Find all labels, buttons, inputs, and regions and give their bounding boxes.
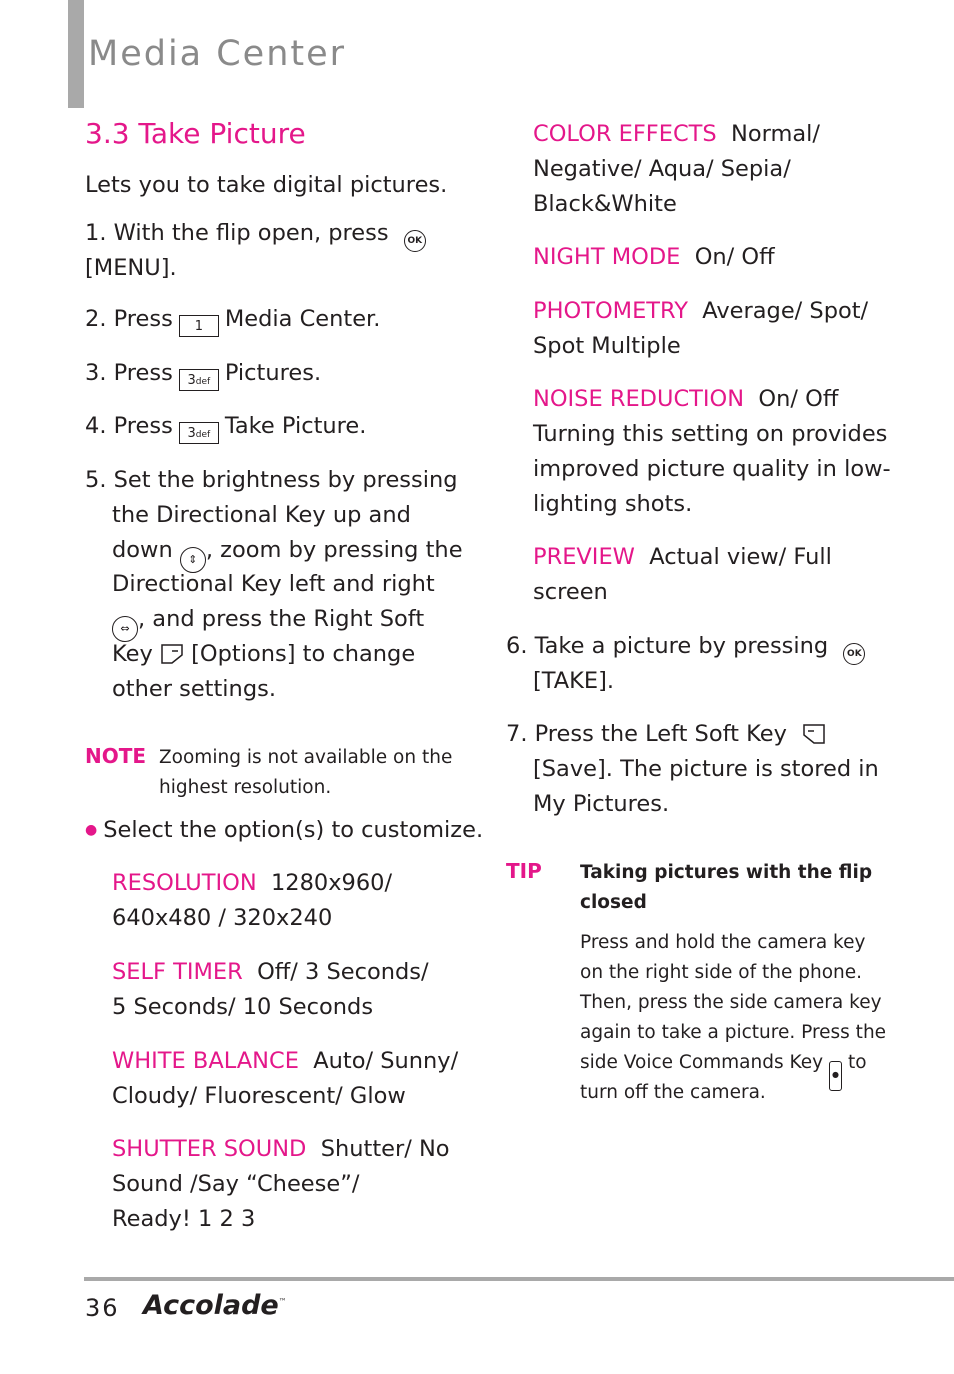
page-number: 36	[85, 1294, 120, 1322]
option-photometry: PHOTOMETRY Average/ Spot/	[533, 298, 869, 324]
right-soft-key-icon	[160, 643, 184, 665]
option-preview: PREVIEW Actual view/ Full	[533, 544, 832, 570]
tip-body-2: on the right side of the phone.	[580, 962, 863, 983]
step-7-save: [Save]. The picture is stored in	[533, 756, 879, 782]
header-bar	[68, 0, 84, 108]
tip-body-3: Then, press the side camera key	[580, 992, 882, 1013]
step-5-line-3: down ⇕ , zoom by pressing the	[112, 533, 463, 573]
option-self-timer: SELF TIMER Off/ 3 Seconds/	[112, 959, 429, 985]
option-night-mode: NIGHT MODE On/ Off	[533, 244, 775, 270]
tip-heading-2: closed	[580, 892, 647, 913]
step-5-line-1: 5. Set the brightness by pressing	[85, 467, 458, 493]
intro-text: Lets you to take digital pictures.	[85, 172, 448, 198]
option-color-effects-values-2: Black&White	[533, 191, 677, 217]
left-soft-key-icon	[802, 723, 826, 745]
tip-body-1: Press and hold the camera key	[580, 932, 866, 953]
option-resolution: RESOLUTION 1280x960/	[112, 870, 393, 896]
voice-commands-key-icon: ●	[829, 1061, 842, 1091]
bullet-item: ● Select the option(s) to customize.	[85, 817, 484, 843]
option-white-balance-values: Cloudy/ Fluorescent/ Glow	[112, 1083, 406, 1109]
option-color-effects: COLOR EFFECTS Normal/	[533, 121, 821, 147]
option-color-effects-values-1: Negative/ Aqua/ Sepia/	[533, 156, 791, 182]
section-title: 3.3 Take Picture	[85, 117, 306, 150]
note-line-2: highest resolution.	[159, 777, 332, 798]
key-3-icon: 3def	[179, 422, 219, 444]
step-5-line-4: Directional Key left and right	[112, 571, 435, 597]
key-3-icon: 3def	[179, 369, 219, 391]
page-title: Media Center	[88, 34, 347, 74]
note-line-1: Zooming is not available on the	[159, 747, 453, 768]
step-7-my-pictures: My Pictures.	[533, 791, 670, 817]
option-self-timer-values: 5 Seconds/ 10 Seconds	[112, 994, 374, 1020]
option-noise-reduction: NOISE REDUCTION On/ Off	[533, 386, 839, 412]
step-1: 1. With the flip open, press OK	[85, 216, 426, 252]
bullet-icon: ●	[85, 822, 98, 838]
step-3: 3. Press 3def Pictures.	[85, 356, 321, 391]
directional-left-right-icon: ⇔	[112, 616, 138, 642]
step-6: 6. Take a picture by pressing OK	[506, 629, 865, 665]
option-noise-reduction-desc-3: lighting shots.	[533, 491, 693, 517]
brand-logo: Accolade™	[143, 1290, 287, 1321]
option-noise-reduction-desc-1: Turning this setting on provides	[533, 421, 888, 447]
step-1-menu: [MENU].	[85, 255, 177, 281]
key-1-icon: 1	[179, 315, 219, 337]
ok-key-icon: OK	[404, 230, 426, 252]
tip-heading-1: Taking pictures with the flip	[580, 862, 873, 883]
option-white-balance: WHITE BALANCE Auto/ Sunny/	[112, 1048, 459, 1074]
option-photometry-values: Spot Multiple	[533, 333, 681, 359]
tip-label: TIP	[506, 859, 542, 883]
option-shutter-sound-values-2: Ready! 1 2 3	[112, 1206, 256, 1232]
step-5-line-7: other settings.	[112, 676, 276, 702]
step-5-line-5: ⇔ , and press the Right Soft	[112, 602, 424, 642]
option-resolution-values: 640x480 / 320x240	[112, 905, 333, 931]
tip-body-4: again to take a picture. Press the	[580, 1022, 887, 1043]
step-5-line-6: Key [Options] to change	[112, 641, 416, 667]
option-noise-reduction-desc-2: improved picture quality in low-	[533, 456, 891, 482]
option-shutter-sound-values-1: Sound /Say “Cheese”/	[112, 1171, 360, 1197]
step-7: 7. Press the Left Soft Key	[506, 717, 826, 752]
ok-key-icon: OK	[843, 643, 865, 665]
footer-rule	[84, 1277, 954, 1281]
step-5-line-2: the Directional Key up and	[112, 502, 411, 528]
option-shutter-sound: SHUTTER SOUND Shutter/ No	[112, 1136, 450, 1162]
note-label: NOTE	[85, 744, 147, 768]
step-4: 4. Press 3def Take Picture.	[85, 409, 366, 444]
step-2: 2. Press 1 Media Center.	[85, 302, 380, 337]
tip-body-5: side Voice Commands Key●to	[580, 1048, 867, 1091]
directional-up-down-icon: ⇕	[180, 547, 206, 573]
step-6-take: [TAKE].	[533, 668, 615, 694]
tip-body-6: turn off the camera.	[580, 1082, 766, 1103]
option-preview-values: screen	[533, 579, 608, 605]
